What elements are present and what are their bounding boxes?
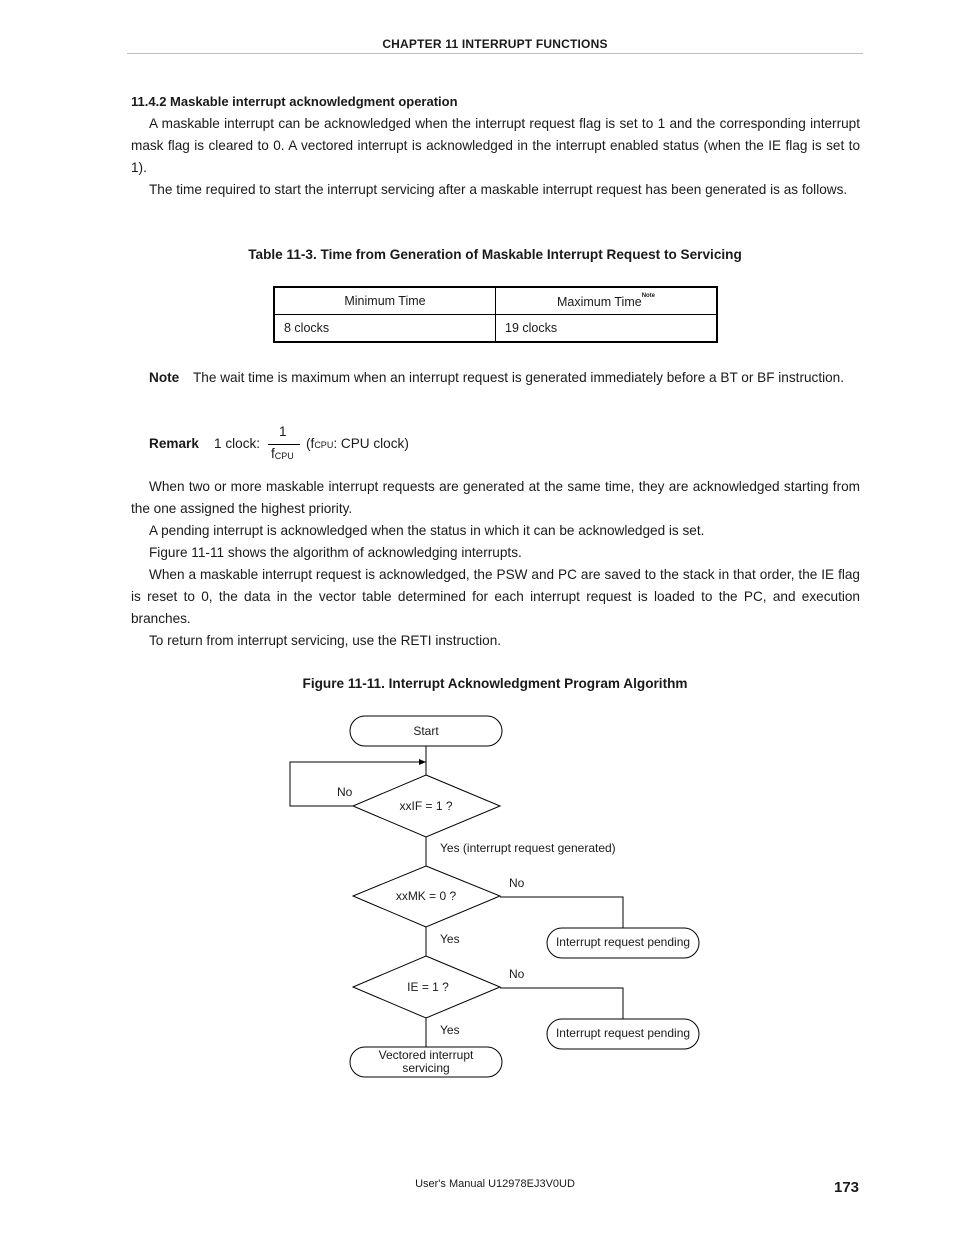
fraction-numerator: 1 <box>279 424 287 439</box>
fraction-den-sub: CPU <box>274 451 294 461</box>
loop-arrowhead <box>419 759 426 765</box>
end-label-line1: Vectored interrupt <box>378 1048 474 1062</box>
section-heading: 11.4.2 Maskable interrupt acknowledgment operation <box>131 94 458 109</box>
fraction-den-f: f <box>271 446 275 461</box>
table-header-max: Maximum Time <box>556 295 642 309</box>
decision-xxmk-yes: Yes <box>440 932 460 946</box>
decision-ie-yes: Yes <box>440 1023 460 1037</box>
decision-xxif-no: No <box>337 785 353 799</box>
remark-paren-sub: CPU <box>314 440 334 450</box>
decision-xxmk-label: xxMK = 0 ? <box>395 889 457 903</box>
connector-no-3 <box>500 988 623 1019</box>
paragraph-6: When a maskable interrupt request is acknowledged, the PSW and PC are saved to the stack in that order, the IE flag is reset to 0, the data in the vector table determined for each interrupt request is loaded to the PC, and execution branches. <box>131 567 860 626</box>
table-caption: Table 11-3. Time from Generation of Maskable Interrupt Request to Servicing <box>248 247 742 262</box>
decision-xxif-yes: Yes (interrupt request generated) <box>440 841 616 855</box>
remark-paren-open: (f <box>306 436 315 451</box>
page-header: CHAPTER 11 INTERRUPT FUNCTIONS <box>382 37 608 51</box>
page-number: 173 <box>834 1179 860 1196</box>
paragraph-3: When two or more maskable interrupt requests are generated at the same time, they are acknowledged starting from the one assigned the highest priority. <box>131 479 860 516</box>
table-cell-min: 8 clocks <box>274 315 496 343</box>
decision-xxmk-no: No <box>509 876 525 890</box>
paragraph-2: The time required to start the interrupt servicing after a maskable interrupt request has been generated is as follows. <box>149 182 848 197</box>
table-cell-max: 19 clocks <box>496 315 718 343</box>
paragraph-4: A pending interrupt is acknowledged when the status in which it can be acknowledged is set. <box>149 523 705 538</box>
remark-prefix: 1 clock: <box>213 436 261 451</box>
footer-manual: User's Manual U12978EJ3V0UD <box>415 1178 575 1190</box>
paragraph-1: A maskable interrupt can be acknowledged when the interrupt request flag is set to 1 and the corresponding interrupt mask flag is cleared to 0. A vectored interrupt is acknowledged in the interrupt enabled status (when the IE flag is set to 1). <box>131 116 860 175</box>
note-text: The wait time is maximum when an interrupt request is generated immediately before a BT or BF instruction. <box>193 370 845 385</box>
paragraph-7: To return from interrupt servicing, use the RETI instruction. <box>149 633 502 648</box>
connector-no-2 <box>500 897 623 928</box>
pending-label-1: Interrupt request pending <box>555 935 691 949</box>
start-label: Start <box>413 724 439 738</box>
table-header-min: Minimum Time <box>274 287 496 315</box>
remark-label: Remark <box>149 436 199 451</box>
table-header-note: Note <box>641 293 656 299</box>
figure-caption: Figure 11-11. Interrupt Acknowledgment Program Algorithm <box>302 676 688 691</box>
pending-label-2: Interrupt request pending <box>555 1026 691 1040</box>
decision-xxif-label: xxIF = 1 ? <box>399 799 453 813</box>
note-label: Note <box>149 370 180 385</box>
paragraph-5: Figure 11-11 shows the algorithm of acknowledging interrupts. <box>149 545 522 560</box>
end-label-line2: servicing <box>402 1061 450 1075</box>
decision-ie-no: No <box>509 967 525 981</box>
remark-paren-rest: : CPU clock) <box>333 436 409 451</box>
decision-ie-label: IE = 1 ? <box>407 980 449 994</box>
